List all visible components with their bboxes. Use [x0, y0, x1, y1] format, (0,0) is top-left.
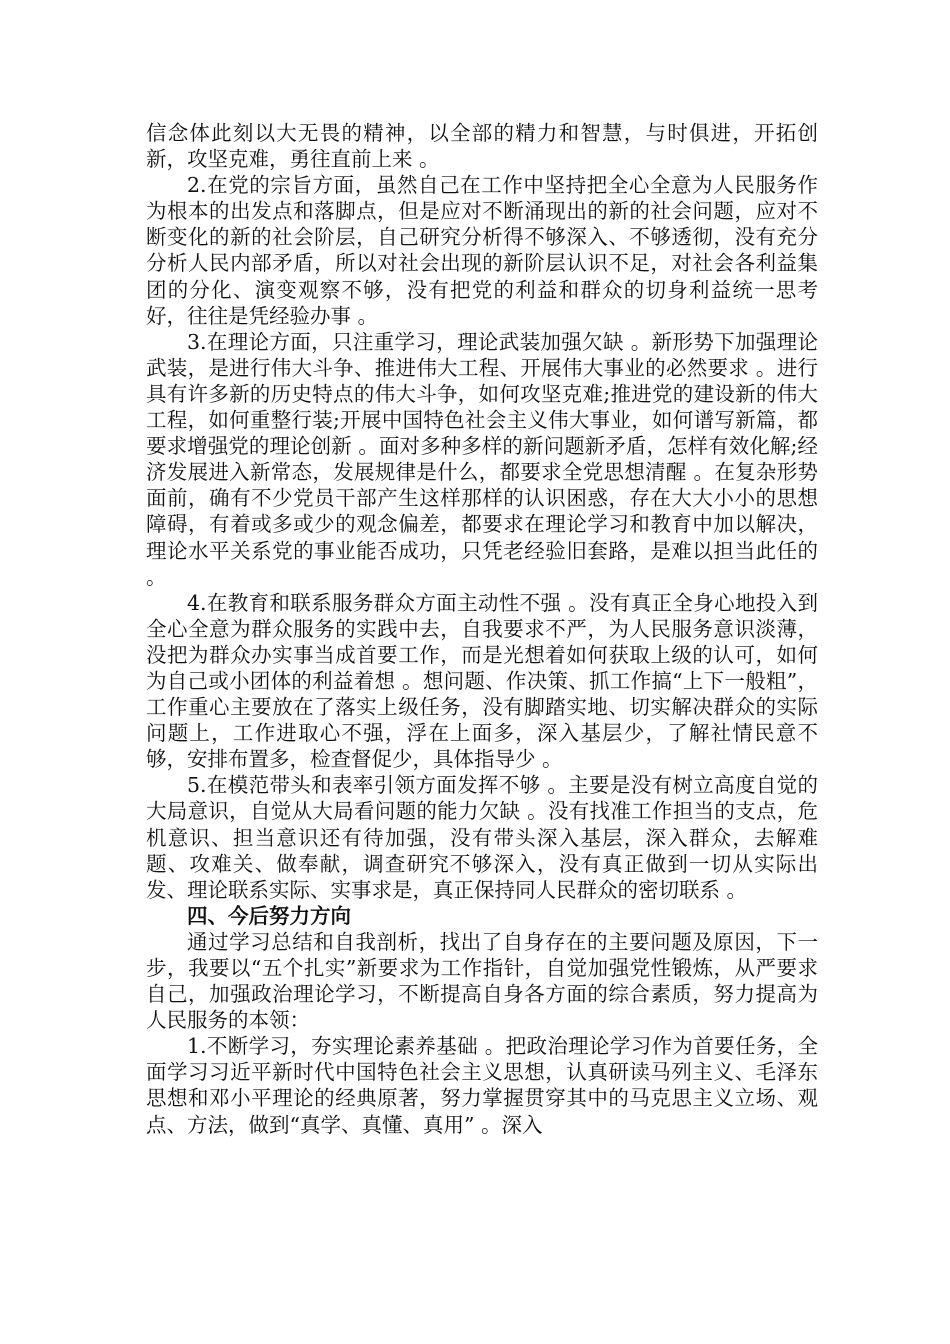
paragraph-item-3-theory: 3.在理论方面，只注重学习，理论武装加强欠缺 。新形势下加强理论武装，是进行伟大斗争、推进伟大工程、开展伟大事业的必然要求 。进行具有许多新的历史特点的伟大斗争，如何攻坚克难;推进党的建设新的伟大工程，如何重整行装;开展中国特色社会主义伟大事业，如何谱写新篇，都要求增强党的理论创新 。面对多种多样的新问题新矛盾，怎样有效化解;经济发展进入新常态，发展规律是什么，都要求全党思想清醒 。在复杂形势面前，确有不少党员干部产生这样那样的认识困惑，存在大大小小的思想障碍，有着或多或少的观念偏差，都要求在理论学习和教育中加以解决，理论水平关系党的事业能否成功，只凭老经验旧套路，是难以担当此任的 。 — [146, 329, 818, 589]
section-heading-future-direction: 四、今后努力方向 — [187, 903, 351, 928]
paragraph-plan-item-1-study: 1.不断学习，夯实理论素养基础 。把政治理论学习作为首要任务，全面学习习近平新时代中国特色社会主义思想，认真研读马列主义、毛泽东思想和邓小平理论的经典原著，努力掌握贯穿其中的马克思主义立场、观点、方法，做到“真学、真懂、真用” 。深入 — [146, 1034, 818, 1137]
paragraph-section-intro: 通过学习总结和自我剖析，找出了自身存在的主要问题及原因，下一步，我要以“五个扎实”新要求为工作指针，自觉加强党性锻炼，从严要求自己，加强政治理论学习，不断提高自身各方面的综合素质，努力提高为人民服务的本领： — [146, 929, 818, 1033]
paragraph-item-4-serving-masses: 4.在教育和联系服务群众方面主动性不强 。没有真正全身心地投入到全心全意为群众服务的实践中去，自我要求不严，为人民服务意识淡薄，没把为群众办实事当成首要工作，而是光想着如何获取上级的认可，如何为自己或小团体的利益着想 。想问题、作决策、抓工作搞“上下一般粗”，工作重心主要放在了落实上级任务，没有脚踏实地、切实解决群众的实际问题上，工作进取心不强，浮在上面多，深入基层少，了解社情民意不够，安排布置多，检查督促少，具体指导少 。 — [146, 590, 818, 772]
document-page — [146, 120, 818, 1138]
paragraph-item-2-party-purpose: 2.在党的宗旨方面，虽然自己在工作中坚持把全心全意为人民服务作为根本的出发点和落脚点，但是应对不断涌现出的新的社会问题，应对不断变化的新的社会阶层，自己研究分析得不够深入、不够透彻，没有充分分析人民内部矛盾，所以对社会出现的新阶层认识不足，对社会各利益集团的分化、演变观察不够，没有把党的利益和群众的切身利益统一思考好，往往是凭经验办事 。 — [146, 173, 818, 328]
paragraph-continuation: 信念体此刻以大无畏的精神，以全部的精力和智慧，与时俱进，开拓创新，攻坚克难，勇往直前上来 。 — [146, 121, 818, 172]
paragraph-item-5-role-model: 5.在模范带头和表率引领方面发挥不够 。主要是没有树立高度自觉的大局意识，自觉从大局看问题的能力欠缺 。没有找准工作担当的支点，危机意识、担当意识还有待加强，没有带头深入基层，深入群众，去解难题、攻难关、做奉献，调查研究不够深入，没有真正做到一切从实际出发、理论联系实际、实事求是，真正保持同人民群众的密切联系 。 — [146, 773, 818, 902]
